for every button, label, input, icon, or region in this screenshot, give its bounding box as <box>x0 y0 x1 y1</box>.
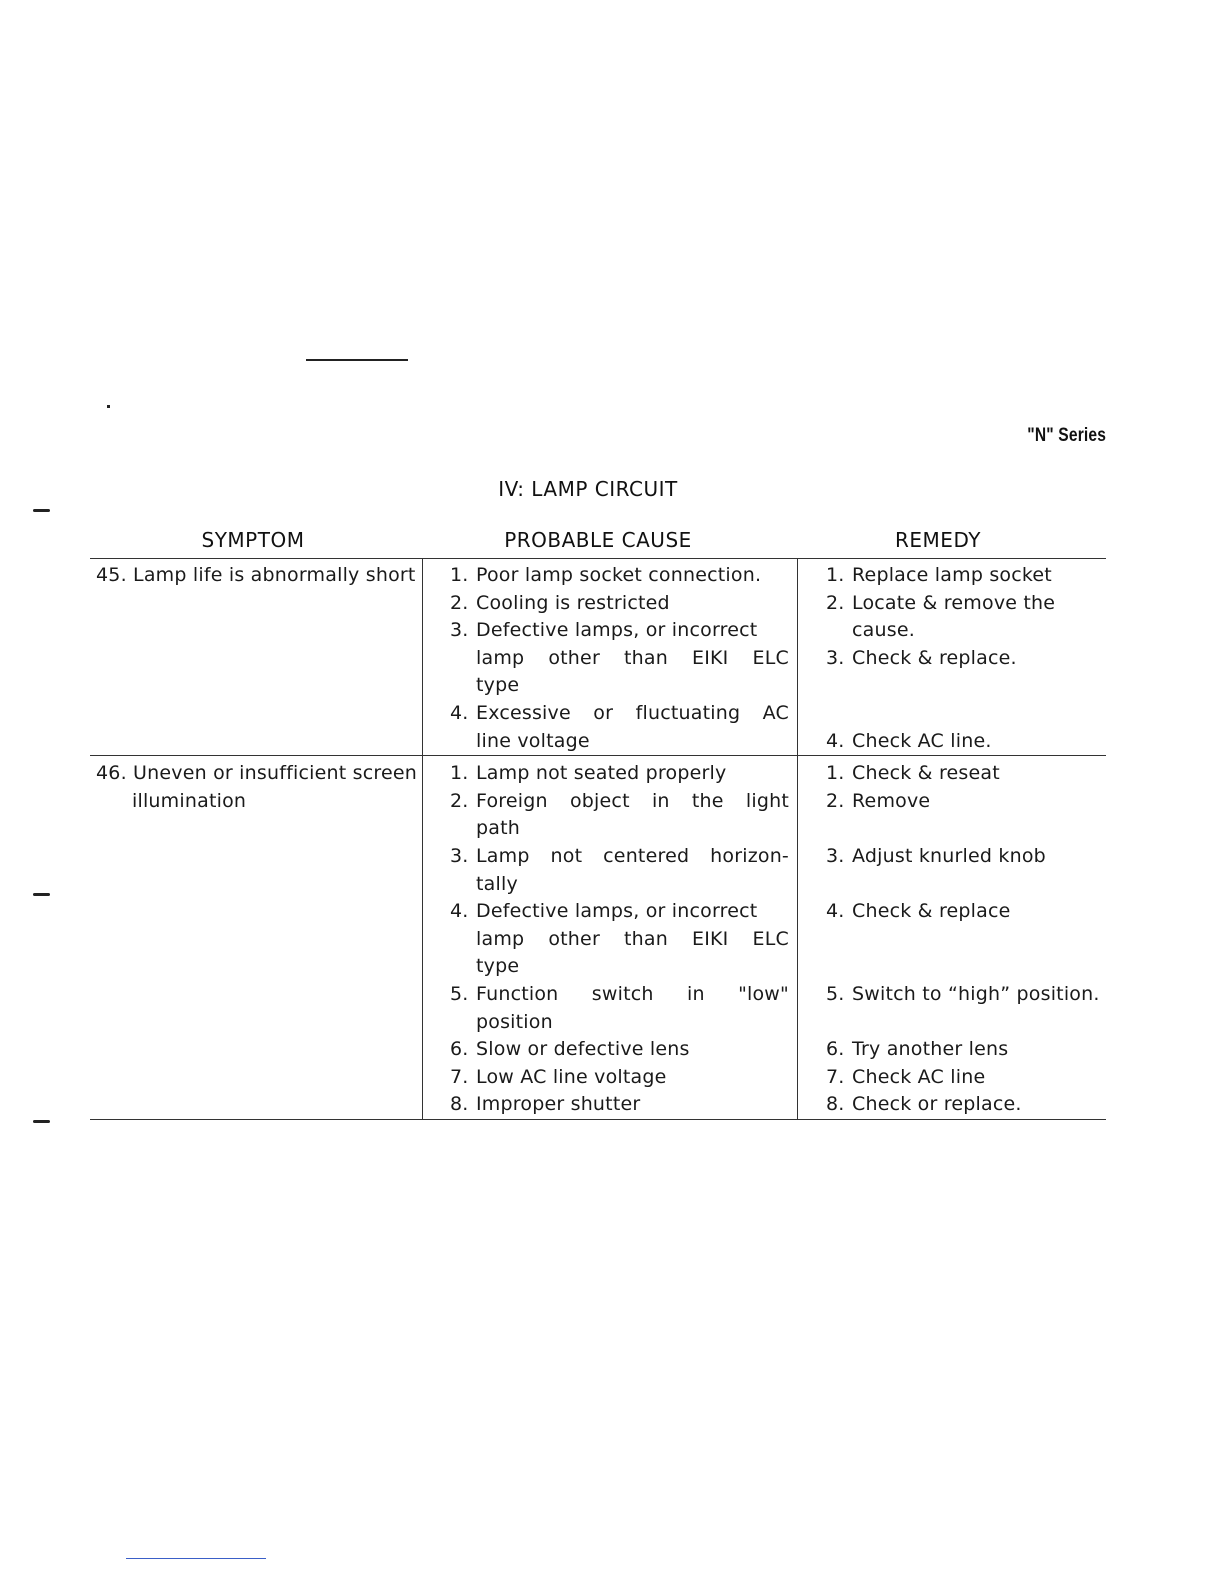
remedy-text: Replace lamp socket <box>852 564 1052 586</box>
item-number: 2. <box>826 591 845 614</box>
cause-line: Function switch in "low" <box>476 982 789 1005</box>
cause-line: tally <box>476 872 518 895</box>
symptom-cell <box>90 756 423 1120</box>
remedy-text: Try another lens <box>852 1038 1009 1061</box>
section-title: IV: LAMP CIRCUIT <box>498 477 678 501</box>
item-number: 3. <box>826 646 845 669</box>
list-item <box>450 562 789 590</box>
table-row <box>90 756 1106 1120</box>
cause-line: type <box>476 955 520 978</box>
list-item <box>826 645 1106 728</box>
scan-artifact-tick-1 <box>33 509 50 512</box>
item-number: 8. <box>826 1093 845 1116</box>
list-item <box>450 590 789 618</box>
list-item <box>450 981 789 1036</box>
remedy-cell <box>798 559 1107 756</box>
cause-line: path <box>476 817 520 840</box>
list-item <box>450 843 789 898</box>
list-item <box>826 981 1106 1036</box>
item-number: 3. <box>450 619 469 642</box>
list-item <box>450 788 789 843</box>
table-row <box>90 559 1106 756</box>
list-item <box>826 1036 1106 1064</box>
item-number: 1. <box>826 762 845 785</box>
item-number: 4. <box>826 900 845 923</box>
item-number: 3. <box>826 844 845 867</box>
list-item <box>826 1064 1106 1092</box>
remedy-text: Check AC line. <box>852 729 992 752</box>
item-number: 4. <box>826 729 845 752</box>
remedy-text: Locate & remove the cause. <box>852 591 1056 642</box>
item-number: 1. <box>450 762 469 785</box>
list-item <box>450 760 789 788</box>
remedy-text: Remove <box>852 789 931 812</box>
item-number: 7. <box>450 1065 469 1088</box>
cause-line: Lamp not centered horizon- <box>476 844 789 867</box>
item-number: 5. <box>826 982 845 1005</box>
item-number: 6. <box>450 1038 469 1061</box>
cause-line: Improper shutter <box>476 1093 641 1116</box>
remedy-cell <box>798 756 1107 1120</box>
item-number: 4. <box>450 701 469 724</box>
cause-line: line voltage <box>476 729 590 752</box>
cause-line: Slow or defective lens <box>476 1038 690 1061</box>
symptom-text: 45. Lamp life is abnormally short <box>96 564 416 586</box>
cause-line: lamp other than EIKI ELC <box>476 646 789 669</box>
remedy-text: Check & replace. <box>852 646 1017 669</box>
column-header-remedy: REMEDY <box>895 528 981 552</box>
scan-artifact-tick-2 <box>33 893 50 896</box>
item-number: 1. <box>450 564 469 586</box>
remedy-text: Switch to “high” position. <box>852 982 1100 1005</box>
cause-line: Excessive or fluctuating AC <box>476 701 789 724</box>
symptom-text: 46. Uneven or insufficient screen <box>96 762 418 785</box>
remedy-text: Check & reseat <box>852 762 1000 785</box>
scan-artifact-line-bottom <box>126 1558 266 1559</box>
item-number: 2. <box>826 789 845 812</box>
cause-line: Defective lamps, or incorrect <box>476 619 758 642</box>
cause-line: Cooling is restricted <box>476 591 670 614</box>
list-item <box>826 728 1106 756</box>
cause-line: Defective lamps, or incorrect <box>476 900 758 923</box>
scan-artifact-dot <box>107 405 110 408</box>
list-item <box>826 788 1106 843</box>
series-label: "N" Series <box>1027 425 1106 446</box>
scan-artifact-line-top <box>306 359 408 361</box>
list-item <box>826 760 1106 788</box>
cause-line: Foreign object in the light <box>476 789 789 812</box>
troubleshooting-table <box>90 558 1106 1120</box>
item-number: 2. <box>450 789 469 812</box>
cause-cell <box>423 559 798 756</box>
remedy-text: Adjust knurled knob <box>852 844 1046 867</box>
item-number: 1. <box>826 564 845 586</box>
list-item <box>826 590 1106 645</box>
cause-line: type <box>476 674 520 697</box>
item-number: 6. <box>826 1038 845 1061</box>
list-item <box>450 1064 789 1092</box>
column-header-cause: PROBABLE CAUSE <box>504 528 692 552</box>
list-item <box>450 1036 789 1064</box>
item-number: 5. <box>450 982 469 1005</box>
list-item <box>450 898 789 981</box>
item-number: 7. <box>826 1065 845 1088</box>
remedy-text: Check & replace <box>852 900 1011 923</box>
cause-line: Poor lamp socket connection. <box>476 564 762 586</box>
cause-line: position <box>476 1010 553 1033</box>
symptom-cell <box>90 559 423 756</box>
item-number: 3. <box>450 844 469 867</box>
cause-line: lamp other than EIKI ELC <box>476 927 789 950</box>
cause-cell <box>423 756 798 1120</box>
cause-line: Low AC line voltage <box>476 1065 667 1088</box>
item-number: 2. <box>450 591 469 614</box>
list-item <box>826 1091 1106 1119</box>
scan-artifact-tick-3 <box>33 1120 50 1123</box>
remedy-text: Check or replace. <box>852 1093 1022 1116</box>
list-item <box>826 562 1106 590</box>
remedy-text: Check AC line <box>852 1065 986 1088</box>
list-item <box>826 843 1106 898</box>
item-number: 4. <box>450 900 469 923</box>
list-item <box>826 898 1106 981</box>
list-item <box>450 700 789 755</box>
cause-line: Lamp not seated properly <box>476 762 727 785</box>
column-header-symptom: SYMPTOM <box>201 528 305 552</box>
item-number: 8. <box>450 1093 469 1116</box>
list-item <box>450 1091 789 1119</box>
list-item <box>450 617 789 700</box>
symptom-text: illumination <box>132 789 247 812</box>
